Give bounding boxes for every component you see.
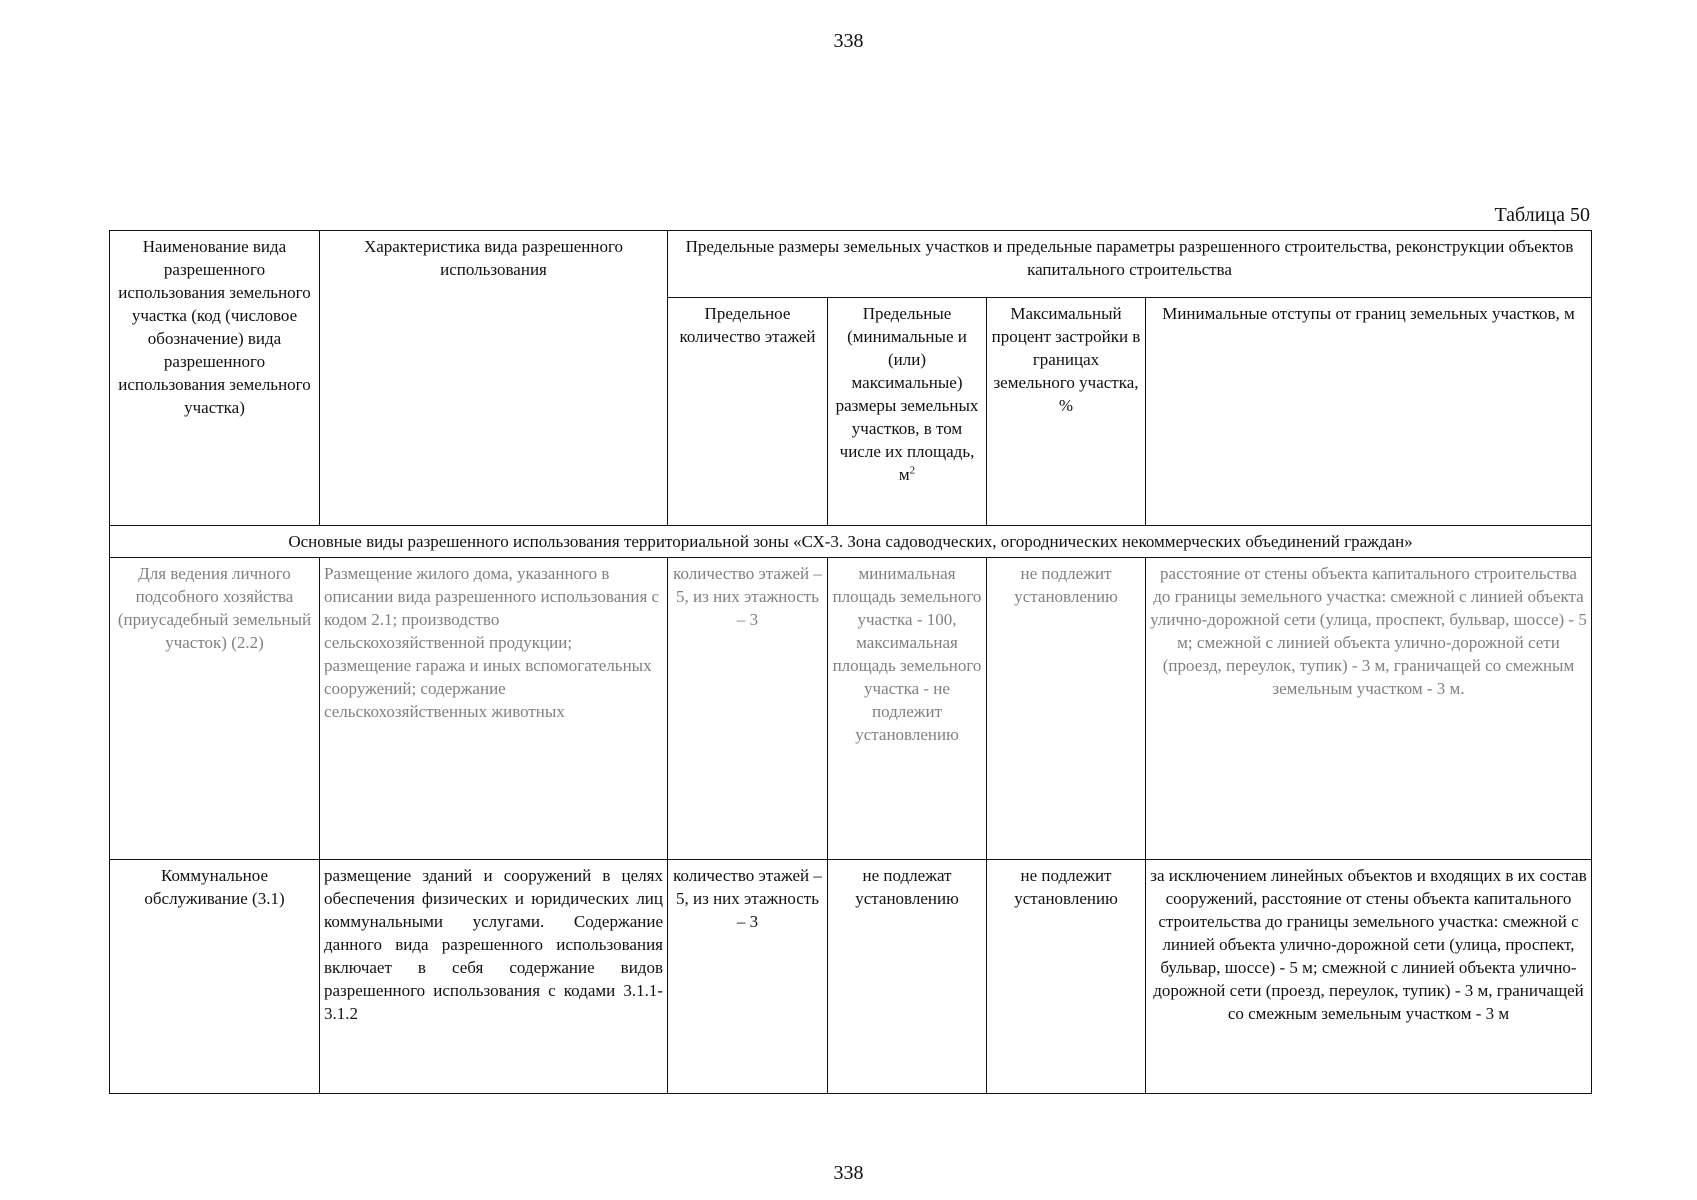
header-plot-size (828, 298, 987, 526)
header-floors: Предельное количество этажей (668, 298, 828, 526)
row-setbacks: расстояние от стены объекта капитального строительства до границы земельного участка: смежной с линией объекта улично-дорожной сети (улица, проспект, бульвар, шоссе) - 5 м; смежной с линией объекта улично-дорожной сети (проезд, переулок, тупик) - 3 м, граничащей со смежным земельным участком - 3 м. (1146, 558, 1592, 860)
header-plot-size-text: Предельные (минимальные и (или) максимальные) размеры земельных участков, в том числе их площадь, м (835, 304, 979, 484)
page-number-bottom: 338 (833, 1162, 864, 1184)
row-name: Для ведения личного подсобного хозяйства (приусадебный земельный участок) (2.2) (110, 558, 320, 860)
row-characteristic: размещение зданий и сооружений в целях обеспечения физических и юридических лиц коммунальными услугами. Содержание данного вида разрешенного использования включает в себя содержание видов разрешенного использования с кодами 3.1.1-3.1.2 (320, 860, 668, 1094)
header-setbacks: Минимальные отступы от границ земельных участков, м (1146, 298, 1592, 526)
row-coverage: не подлежит установлению (987, 558, 1146, 860)
row-name: Коммунальное обслуживание (3.1) (110, 860, 320, 1094)
header-characteristic: Характеристика вида разрешенного использования (320, 231, 668, 526)
row-floors: количество этажей – 5, из них этажность – 3 (668, 860, 828, 1094)
table-row (110, 860, 1592, 1094)
header-name: Наименование вида разрешенного использования земельного участка (код (числовое обозначение) вида разрешенного использования земельного участка) (110, 231, 320, 526)
zone-title-row (110, 526, 1592, 558)
row-setbacks: за исключением линейных объектов и входящих в их состав сооружений, расстояние от стены объекта капитального строительства до границы земельного участка: смежной с линией объекта улично-дорожной сети (улица, проспект, бульвар, шоссе) - 5 м; смежной с линией объекта улично-дорожной сети (проезд, переулок, тупик) - 3 м, граничащей со смежным земельным участком - 3 м (1146, 860, 1592, 1094)
zone-title: Основные виды разрешенного использования территориальной зоны «СХ-3. Зона садоводческих, огороднических некоммерческих объединений граждан» (110, 526, 1592, 558)
header-row-1 (110, 231, 1592, 298)
row-characteristic: Размещение жилого дома, указанного в описании вида разрешенного использования с кодом 2.1; производство сельскохозяйственной продукции; размещение гаража и иных вспомогательных сооружений; содержание сельскохозяйственных животных (320, 558, 668, 860)
row-coverage: не подлежит установлению (987, 860, 1146, 1094)
zoning-table (109, 230, 1592, 1094)
row-plot-size: минимальная площадь земельного участка - 100, максимальная площадь земельного участка - не подлежит установлению (828, 558, 987, 860)
header-plot-size-sup: 2 (909, 464, 916, 477)
page-number-top: 338 (833, 30, 864, 52)
table-row (110, 558, 1592, 860)
row-floors: количество этажей – 5, из них этажность – 3 (668, 558, 828, 860)
row-plot-size: не подлежат установлению (828, 860, 987, 1094)
header-limits-group: Предельные размеры земельных участков и предельные параметры разрешенного строительства, реконструкции объектов капитального строительства (668, 231, 1592, 298)
table-caption: Таблица 50 (1494, 204, 1590, 226)
header-coverage: Максимальный процент застройки в границах земельного участка, % (987, 298, 1146, 526)
